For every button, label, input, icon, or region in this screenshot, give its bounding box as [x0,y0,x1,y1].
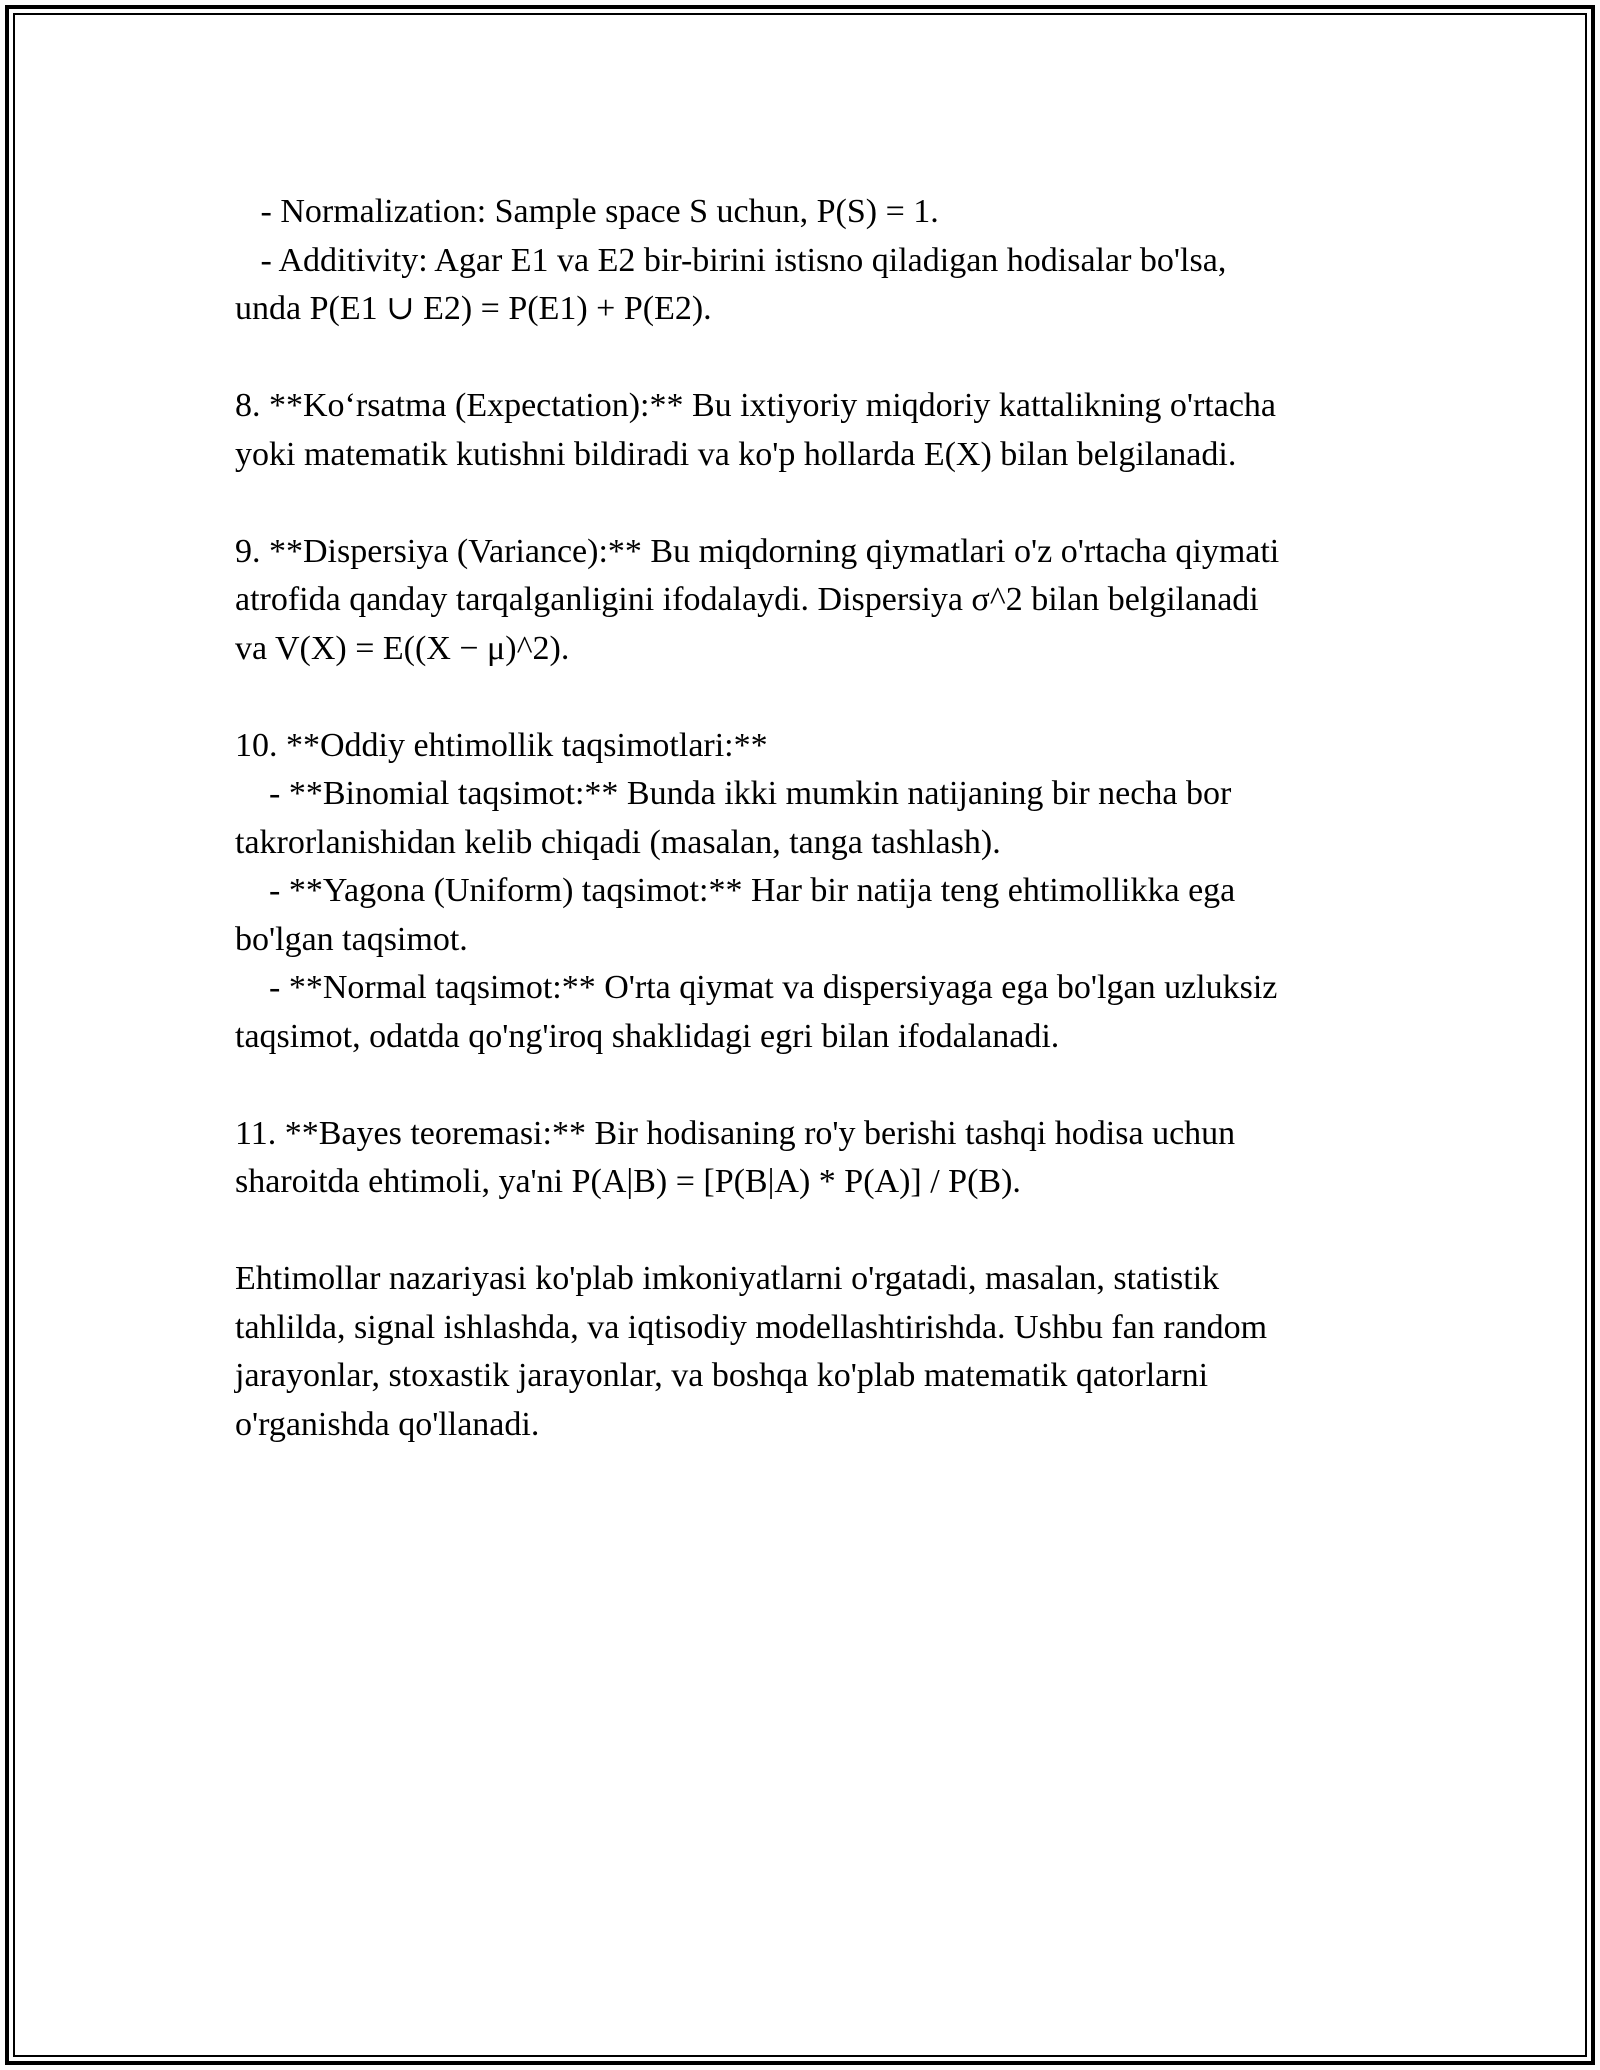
text-line: - **Binomial taqsimot:** Bunda ikki mumkin natijaning bir necha bor [235,775,1232,812]
text-line: taqsimot, odatda qo'ng'iroq shaklidagi egri bilan ifodalanadi. [235,1017,1060,1055]
text-line: tahlilda, signal ishlashda, va iqtisodiy modellashtirishda. Ushbu fan random [235,1308,1268,1346]
text-line: jarayonlar, stoxastik jarayonlar, va boshqa ko'plab matematik qatorlarni [235,1357,1209,1394]
text-line: Ehtimollar nazariyasi ko'plab imkoniyatlarni o'rgatadi, masalan, statistik [235,1260,1220,1297]
text-line: 8. **Ko‘rsatma (Expectation):** Bu ixtiyoriy miqdoriy kattalikning o'rtacha [235,387,1277,424]
text-line: 11. **Bayes teoremasi:** Bir hodisaning ro'y berishi tashqi hodisa uchun [235,1114,1236,1152]
blank-line [235,1061,1380,1110]
text-line: sharoitda ehtimoli, ya'ni P(A|B) = [P(B|A) * P(A)] / P(B). [235,1163,1021,1200]
text-line: bo'lgan taqsimot. [235,920,468,958]
text-line: 10. **Oddiy ehtimollik taqsimotlari:** [235,726,768,764]
blank-line [235,673,1380,722]
blank-line [235,1207,1380,1256]
text-line: 9. **Dispersiya (Variance):** Bu miqdorning qiymatlari o'z o'rtacha qiymati [235,532,1280,570]
text-line: atrofida qanday tarqalganligini ifodalaydi. Dispersiya σ^2 bilan belgilanadi [235,581,1259,618]
text-line: takrorlanishidan kelib chiqadi (masalan, tanga tashlash). [235,823,1001,861]
text-line: yoki matematik kutishni bildiradi va ko'p hollarda E(X) bilan belgilanadi. [235,435,1237,473]
text-line: o'rganishda qo'llanadi. [235,1405,540,1443]
text-line: unda P(E1 ∪ E2) = P(E1) + P(E2). [235,290,712,327]
text-line: - Additivity: Agar E1 va E2 bir-birini istisno qiladigan hodisalar bo'lsa, [235,241,1227,279]
blank-line [235,479,1380,528]
text-line: - Normalization: Sample space S uchun, P(S) = 1. [235,193,939,230]
blank-line [235,334,1380,383]
text-line: - **Normal taqsimot:** O'rta qiymat va dispersiyaga ega bo'lgan uzluksiz [235,969,1278,1006]
text-line: - **Yagona (Uniform) taqsimot:** Har bir natija teng ehtimollikka ega [235,872,1236,909]
text-line: va V(X) = E((X − μ)^2). [235,629,570,667]
document-body [235,188,1380,1449]
